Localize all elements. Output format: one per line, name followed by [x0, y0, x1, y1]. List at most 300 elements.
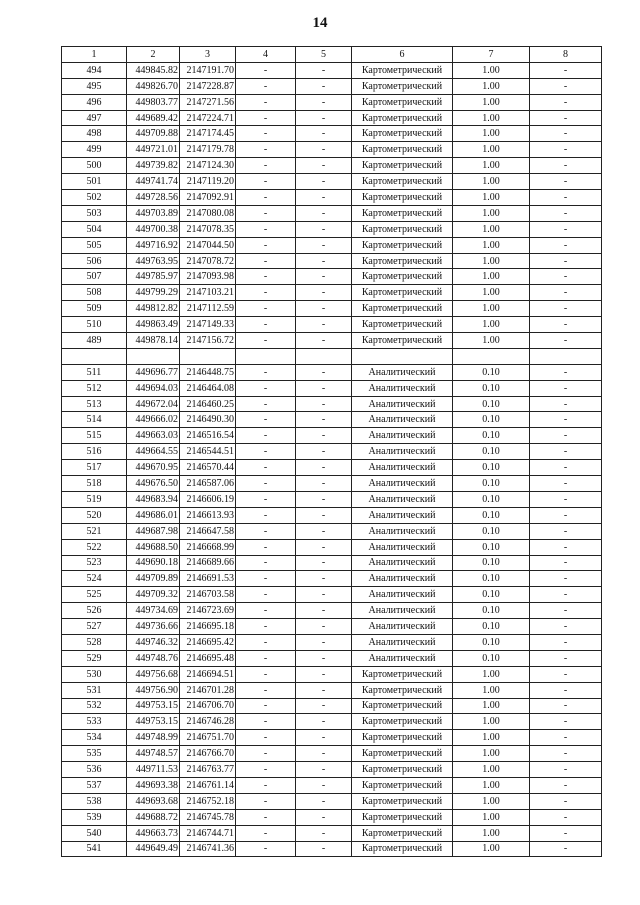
- col-4-value: -: [236, 380, 296, 396]
- x-coordinate: 449753.15: [127, 714, 180, 730]
- accuracy: 0.10: [453, 460, 530, 476]
- col-5-value: -: [296, 682, 352, 698]
- col-4-value: -: [236, 714, 296, 730]
- method: Картометрический: [352, 62, 453, 78]
- y-coordinate: 2146613.93: [180, 507, 236, 523]
- method: Картометрический: [352, 825, 453, 841]
- method: Картометрический: [352, 110, 453, 126]
- col-5-value: -: [296, 221, 352, 237]
- col-8-value: -: [530, 253, 602, 269]
- accuracy: 0.10: [453, 619, 530, 635]
- method: Картометрический: [352, 126, 453, 142]
- x-coordinate: 449696.77: [127, 364, 180, 380]
- col-5-value: -: [296, 62, 352, 78]
- table-row: [62, 714, 602, 730]
- x-coordinate: 449711.53: [127, 762, 180, 778]
- header-cell-6: 6: [352, 47, 453, 63]
- table-row: [62, 730, 602, 746]
- x-coordinate: 449756.90: [127, 682, 180, 698]
- point-number: 497: [62, 110, 127, 126]
- point-number: 501: [62, 174, 127, 190]
- point-number: 498: [62, 126, 127, 142]
- col-8-value: -: [530, 301, 602, 317]
- col-8-value: -: [530, 412, 602, 428]
- x-coordinate: 449683.94: [127, 491, 180, 507]
- col-8-value: -: [530, 698, 602, 714]
- point-number: 500: [62, 158, 127, 174]
- col-8-value: -: [530, 523, 602, 539]
- table-row: [62, 809, 602, 825]
- col-5-value: -: [296, 333, 352, 349]
- col-4-value: -: [236, 253, 296, 269]
- col-5-value: -: [296, 730, 352, 746]
- table-row: [62, 682, 602, 698]
- col-5-value: -: [296, 317, 352, 333]
- accuracy: 1.00: [453, 237, 530, 253]
- table-row: [62, 746, 602, 762]
- col-8-value: -: [530, 237, 602, 253]
- table-row: [62, 619, 602, 635]
- accuracy: 0.10: [453, 412, 530, 428]
- accuracy: 1.00: [453, 190, 530, 206]
- method: [352, 348, 453, 364]
- method: Картометрический: [352, 317, 453, 333]
- accuracy: 1.00: [453, 301, 530, 317]
- point-number: 533: [62, 714, 127, 730]
- x-coordinate: 449739.82: [127, 158, 180, 174]
- x-coordinate: 449753.15: [127, 698, 180, 714]
- point-number: 496: [62, 94, 127, 110]
- method: Картометрический: [352, 237, 453, 253]
- col-4-value: -: [236, 237, 296, 253]
- accuracy: 1.00: [453, 142, 530, 158]
- accuracy: [453, 348, 530, 364]
- point-number: 513: [62, 396, 127, 412]
- point-number: 520: [62, 507, 127, 523]
- col-4-value: -: [236, 555, 296, 571]
- header-cell-5: 5: [296, 47, 352, 63]
- x-coordinate: 449826.70: [127, 78, 180, 94]
- y-coordinate: 2146752.18: [180, 793, 236, 809]
- col-5-value: -: [296, 460, 352, 476]
- x-coordinate: 449700.38: [127, 221, 180, 237]
- point-number: 527: [62, 619, 127, 635]
- y-coordinate: 2146745.78: [180, 809, 236, 825]
- x-coordinate: 449686.01: [127, 507, 180, 523]
- point-number: 525: [62, 587, 127, 603]
- method: Картометрический: [352, 269, 453, 285]
- accuracy: 1.00: [453, 730, 530, 746]
- method: Аналитический: [352, 476, 453, 492]
- col-4-value: -: [236, 777, 296, 793]
- y-coordinate: 2147078.72: [180, 253, 236, 269]
- point-number: 517: [62, 460, 127, 476]
- x-coordinate: 449716.92: [127, 237, 180, 253]
- table-row: [62, 253, 602, 269]
- point-number: 529: [62, 650, 127, 666]
- x-coordinate: 449728.56: [127, 190, 180, 206]
- point-number: 505: [62, 237, 127, 253]
- accuracy: 1.00: [453, 746, 530, 762]
- col-8-value: -: [530, 174, 602, 190]
- header-cell-1: 1: [62, 47, 127, 63]
- method: Аналитический: [352, 444, 453, 460]
- accuracy: 0.10: [453, 555, 530, 571]
- col-4-value: -: [236, 205, 296, 221]
- x-coordinate: 449666.02: [127, 412, 180, 428]
- col-4-value: -: [236, 78, 296, 94]
- col-5-value: -: [296, 587, 352, 603]
- col-4-value: [236, 348, 296, 364]
- col-5-value: -: [296, 476, 352, 492]
- table-row: [62, 317, 602, 333]
- y-coordinate: 2146746.28: [180, 714, 236, 730]
- table-row: [62, 142, 602, 158]
- point-number: 518: [62, 476, 127, 492]
- col-8-value: -: [530, 809, 602, 825]
- col-5-value: -: [296, 841, 352, 857]
- header-row: [62, 47, 602, 63]
- method: Картометрический: [352, 78, 453, 94]
- col-8-value: -: [530, 507, 602, 523]
- point-number: [62, 348, 127, 364]
- col-8-value: -: [530, 126, 602, 142]
- x-coordinate: 449663.73: [127, 825, 180, 841]
- x-coordinate: 449812.82: [127, 301, 180, 317]
- col-5-value: -: [296, 571, 352, 587]
- col-5-value: -: [296, 126, 352, 142]
- point-number: 494: [62, 62, 127, 78]
- y-coordinate: 2146464.08: [180, 380, 236, 396]
- table-row: [62, 698, 602, 714]
- accuracy: 1.00: [453, 793, 530, 809]
- col-4-value: -: [236, 507, 296, 523]
- method: Картометрический: [352, 698, 453, 714]
- x-coordinate: 449693.68: [127, 793, 180, 809]
- col-8-value: -: [530, 221, 602, 237]
- col-4-value: -: [236, 158, 296, 174]
- table-row: [62, 793, 602, 809]
- col-4-value: -: [236, 94, 296, 110]
- table-row: [62, 634, 602, 650]
- col-4-value: -: [236, 491, 296, 507]
- accuracy: 1.00: [453, 841, 530, 857]
- table-body: [62, 62, 602, 857]
- col-5-value: -: [296, 190, 352, 206]
- y-coordinate: 2146701.28: [180, 682, 236, 698]
- y-coordinate: 2146761.14: [180, 777, 236, 793]
- x-coordinate: 449672.04: [127, 396, 180, 412]
- col-8-value: -: [530, 380, 602, 396]
- method: Аналитический: [352, 491, 453, 507]
- y-coordinate: 2146668.99: [180, 539, 236, 555]
- table-row: [62, 126, 602, 142]
- accuracy: 0.10: [453, 523, 530, 539]
- col-8-value: -: [530, 762, 602, 778]
- method: Аналитический: [352, 603, 453, 619]
- accuracy: 0.10: [453, 571, 530, 587]
- col-8-value: -: [530, 714, 602, 730]
- y-coordinate: 2147224.71: [180, 110, 236, 126]
- col-5-value: -: [296, 78, 352, 94]
- col-4-value: -: [236, 221, 296, 237]
- col-5-value: -: [296, 603, 352, 619]
- accuracy: 1.00: [453, 666, 530, 682]
- col-8-value: -: [530, 444, 602, 460]
- table-row: [62, 825, 602, 841]
- x-coordinate: 449799.29: [127, 285, 180, 301]
- col-4-value: -: [236, 523, 296, 539]
- method: Аналитический: [352, 507, 453, 523]
- method: Картометрический: [352, 746, 453, 762]
- method: Аналитический: [352, 571, 453, 587]
- y-coordinate: 2146689.66: [180, 555, 236, 571]
- accuracy: 1.00: [453, 809, 530, 825]
- col-5-value: -: [296, 412, 352, 428]
- col-5-value: -: [296, 809, 352, 825]
- col-8-value: -: [530, 364, 602, 380]
- table-header: [62, 47, 602, 63]
- col-4-value: -: [236, 285, 296, 301]
- col-5-value: -: [296, 301, 352, 317]
- col-8-value: -: [530, 62, 602, 78]
- point-number: 509: [62, 301, 127, 317]
- accuracy: 1.00: [453, 317, 530, 333]
- page-number: 14: [312, 15, 328, 31]
- y-coordinate: 2147092.91: [180, 190, 236, 206]
- accuracy: 0.10: [453, 603, 530, 619]
- y-coordinate: 2146460.25: [180, 396, 236, 412]
- col-8-value: -: [530, 285, 602, 301]
- point-number: 521: [62, 523, 127, 539]
- point-number: 514: [62, 412, 127, 428]
- point-number: 538: [62, 793, 127, 809]
- table-row: [62, 237, 602, 253]
- col-5-value: -: [296, 444, 352, 460]
- point-number: 512: [62, 380, 127, 396]
- x-coordinate: 449748.76: [127, 650, 180, 666]
- x-coordinate: 449763.95: [127, 253, 180, 269]
- y-coordinate: 2146544.51: [180, 444, 236, 460]
- col-5-value: -: [296, 285, 352, 301]
- point-number: 510: [62, 317, 127, 333]
- point-number: 523: [62, 555, 127, 571]
- point-number: 531: [62, 682, 127, 698]
- y-coordinate: 2146741.36: [180, 841, 236, 857]
- col-4-value: -: [236, 333, 296, 349]
- x-coordinate: 449878.14: [127, 333, 180, 349]
- point-number: 539: [62, 809, 127, 825]
- x-coordinate: 449721.01: [127, 142, 180, 158]
- table-row: [62, 444, 602, 460]
- col-8-value: -: [530, 666, 602, 682]
- point-number: 532: [62, 698, 127, 714]
- y-coordinate: 2146763.77: [180, 762, 236, 778]
- table-row: [62, 364, 602, 380]
- method: Картометрический: [352, 682, 453, 698]
- x-coordinate: 449746.32: [127, 634, 180, 650]
- col-4-value: -: [236, 476, 296, 492]
- accuracy: 0.10: [453, 539, 530, 555]
- col-5-value: -: [296, 619, 352, 635]
- col-8-value: -: [530, 491, 602, 507]
- col-5-value: -: [296, 253, 352, 269]
- method: Аналитический: [352, 428, 453, 444]
- point-number: 503: [62, 205, 127, 221]
- col-8-value: -: [530, 396, 602, 412]
- col-8-value: -: [530, 730, 602, 746]
- accuracy: 0.10: [453, 444, 530, 460]
- col-4-value: -: [236, 666, 296, 682]
- col-4-value: -: [236, 746, 296, 762]
- x-coordinate: 449785.97: [127, 269, 180, 285]
- y-coordinate: 2146695.48: [180, 650, 236, 666]
- accuracy: 1.00: [453, 285, 530, 301]
- x-coordinate: 449690.18: [127, 555, 180, 571]
- accuracy: 1.00: [453, 825, 530, 841]
- method: Картометрический: [352, 142, 453, 158]
- x-coordinate: 449756.68: [127, 666, 180, 682]
- x-coordinate: 449703.89: [127, 205, 180, 221]
- table-row: [62, 777, 602, 793]
- accuracy: 1.00: [453, 253, 530, 269]
- accuracy: 1.00: [453, 682, 530, 698]
- x-coordinate: 449689.42: [127, 110, 180, 126]
- x-coordinate: 449649.49: [127, 841, 180, 857]
- y-coordinate: 2146744.71: [180, 825, 236, 841]
- method: Аналитический: [352, 412, 453, 428]
- y-coordinate: 2147174.45: [180, 126, 236, 142]
- method: Аналитический: [352, 539, 453, 555]
- method: Аналитический: [352, 364, 453, 380]
- table-row: [62, 158, 602, 174]
- col-4-value: -: [236, 412, 296, 428]
- table-row: [62, 269, 602, 285]
- y-coordinate: 2146723.69: [180, 603, 236, 619]
- col-5-value: [296, 348, 352, 364]
- accuracy: 0.10: [453, 634, 530, 650]
- col-8-value: -: [530, 841, 602, 857]
- col-8-value: -: [530, 650, 602, 666]
- table-row: [62, 603, 602, 619]
- col-5-value: -: [296, 777, 352, 793]
- header-cell-8: 8: [530, 47, 602, 63]
- y-coordinate: 2147093.98: [180, 269, 236, 285]
- y-coordinate: 2146516.54: [180, 428, 236, 444]
- col-5-value: -: [296, 428, 352, 444]
- x-coordinate: 449845.82: [127, 62, 180, 78]
- col-5-value: -: [296, 555, 352, 571]
- method: Аналитический: [352, 396, 453, 412]
- y-coordinate: 2147112.59: [180, 301, 236, 317]
- col-4-value: -: [236, 809, 296, 825]
- method: Аналитический: [352, 460, 453, 476]
- col-4-value: -: [236, 364, 296, 380]
- point-number: 534: [62, 730, 127, 746]
- accuracy: 1.00: [453, 777, 530, 793]
- point-number: 504: [62, 221, 127, 237]
- y-coordinate: 2147149.33: [180, 317, 236, 333]
- x-coordinate: 449709.89: [127, 571, 180, 587]
- table-row: [62, 571, 602, 587]
- col-4-value: -: [236, 428, 296, 444]
- col-8-value: -: [530, 110, 602, 126]
- table-row: [62, 174, 602, 190]
- col-8-value: -: [530, 317, 602, 333]
- point-number: 508: [62, 285, 127, 301]
- y-coordinate: [180, 348, 236, 364]
- col-4-value: -: [236, 142, 296, 158]
- method: Аналитический: [352, 587, 453, 603]
- col-8-value: -: [530, 190, 602, 206]
- accuracy: 1.00: [453, 698, 530, 714]
- table-row: [62, 110, 602, 126]
- col-4-value: -: [236, 730, 296, 746]
- col-5-value: -: [296, 634, 352, 650]
- point-number: 540: [62, 825, 127, 841]
- x-coordinate: [127, 348, 180, 364]
- method: Картометрический: [352, 253, 453, 269]
- method: Аналитический: [352, 555, 453, 571]
- x-coordinate: 449688.72: [127, 809, 180, 825]
- method: Картометрический: [352, 333, 453, 349]
- y-coordinate: 2147228.87: [180, 78, 236, 94]
- method: Картометрический: [352, 841, 453, 857]
- table-row: [62, 380, 602, 396]
- point-number: 524: [62, 571, 127, 587]
- point-number: 506: [62, 253, 127, 269]
- point-number: 537: [62, 777, 127, 793]
- col-5-value: -: [296, 666, 352, 682]
- col-4-value: -: [236, 841, 296, 857]
- y-coordinate: 2146587.06: [180, 476, 236, 492]
- accuracy: 1.00: [453, 62, 530, 78]
- y-coordinate: 2146647.58: [180, 523, 236, 539]
- x-coordinate: 449664.55: [127, 444, 180, 460]
- col-4-value: -: [236, 269, 296, 285]
- method: Картометрический: [352, 301, 453, 317]
- x-coordinate: 449694.03: [127, 380, 180, 396]
- method: Аналитический: [352, 380, 453, 396]
- col-8-value: [530, 348, 602, 364]
- col-4-value: -: [236, 825, 296, 841]
- point-number: 522: [62, 539, 127, 555]
- method: Картометрический: [352, 94, 453, 110]
- col-5-value: -: [296, 539, 352, 555]
- x-coordinate: 449748.57: [127, 746, 180, 762]
- accuracy: 0.10: [453, 587, 530, 603]
- col-4-value: -: [236, 62, 296, 78]
- point-number: 530: [62, 666, 127, 682]
- col-5-value: -: [296, 158, 352, 174]
- col-4-value: -: [236, 603, 296, 619]
- col-4-value: -: [236, 396, 296, 412]
- col-8-value: -: [530, 634, 602, 650]
- accuracy: 0.10: [453, 364, 530, 380]
- accuracy: 1.00: [453, 94, 530, 110]
- point-number: 515: [62, 428, 127, 444]
- col-4-value: -: [236, 698, 296, 714]
- accuracy: 0.10: [453, 396, 530, 412]
- y-coordinate: 2147179.78: [180, 142, 236, 158]
- col-5-value: -: [296, 110, 352, 126]
- table-row: [62, 301, 602, 317]
- table-row: [62, 476, 602, 492]
- table-row: [62, 94, 602, 110]
- col-8-value: -: [530, 142, 602, 158]
- accuracy: 0.10: [453, 650, 530, 666]
- col-4-value: -: [236, 174, 296, 190]
